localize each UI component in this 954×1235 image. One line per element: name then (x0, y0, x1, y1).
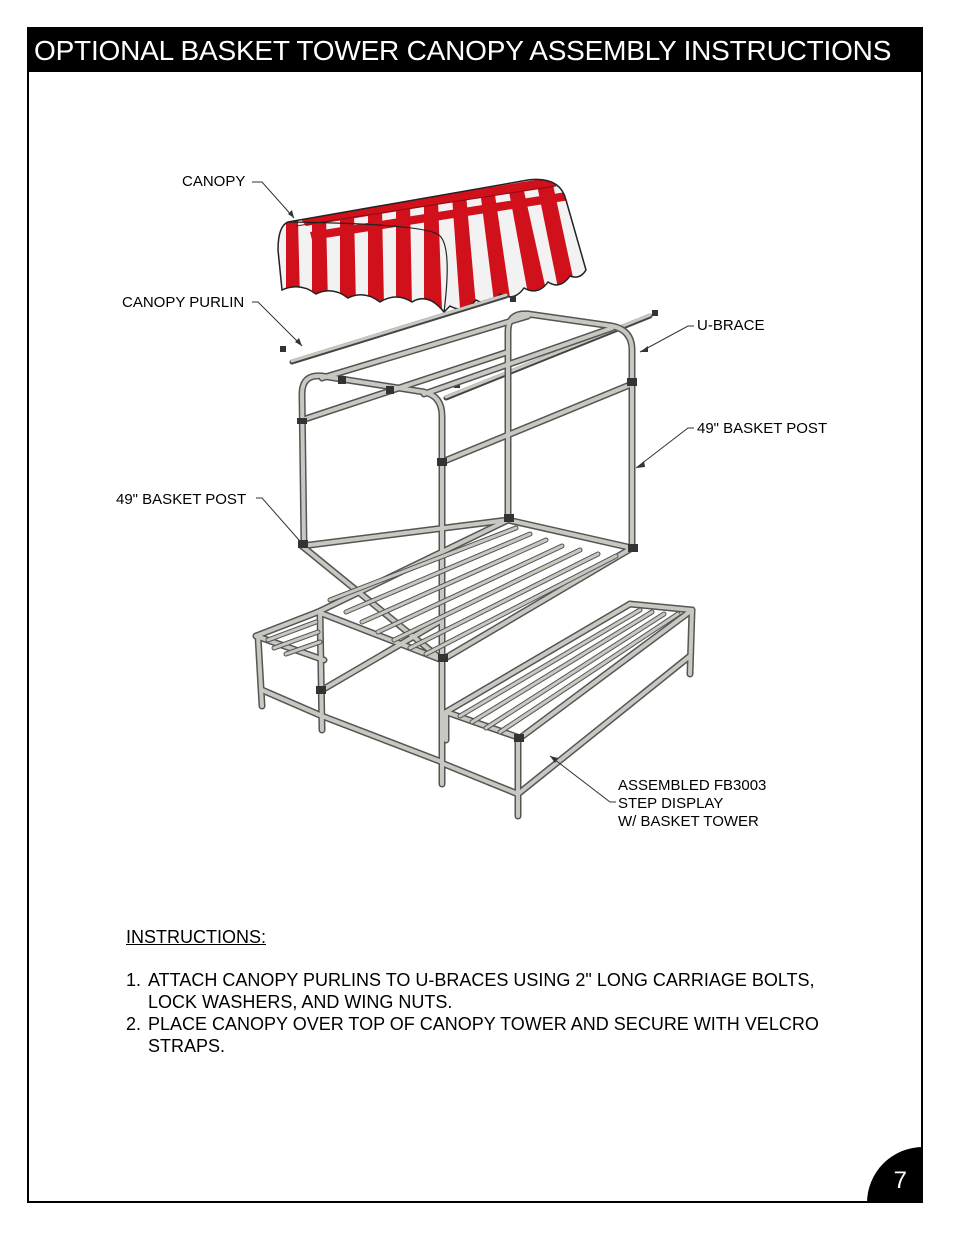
instruction-step (126, 969, 846, 1013)
callout-canopy: CANOPY (182, 173, 246, 190)
page-title: OPTIONAL BASKET TOWER CANOPY ASSEMBLY INSTRUCTIONS (29, 29, 921, 72)
instruction-step-number: 2. (126, 1014, 142, 1034)
instructions-list (126, 969, 846, 1057)
page-number: 7 (893, 1167, 907, 1194)
instruction-step-text: ATTACH CANOPY PURLINS TO U-BRACES USING 2" LONG CARRIAGE BOLTS, LOCK WASHERS, AND WING NUTS. (148, 970, 815, 1012)
canopy-graphic (270, 170, 600, 320)
instruction-step (126, 1013, 846, 1057)
instruction-step-number: 1. (126, 970, 142, 990)
callout-canopy-purlin: CANOPY PURLIN (122, 294, 245, 311)
callout-assembled-display: ASSEMBLED FB3003 STEP DISPLAY W/ BASKET TOWER (618, 777, 767, 830)
instruction-step-text: PLACE CANOPY OVER TOP OF CANOPY TOWER AND SECURE WITH VELCRO STRAPS. (148, 1014, 819, 1056)
callout-u-brace: U-BRACE (697, 317, 765, 334)
instructions-title: INSTRUCTIONS: (126, 927, 267, 947)
callout-basket-post-right: 49" BASKET POST (697, 420, 828, 437)
callout-basket-post-left: 49" BASKET POST (116, 491, 247, 508)
